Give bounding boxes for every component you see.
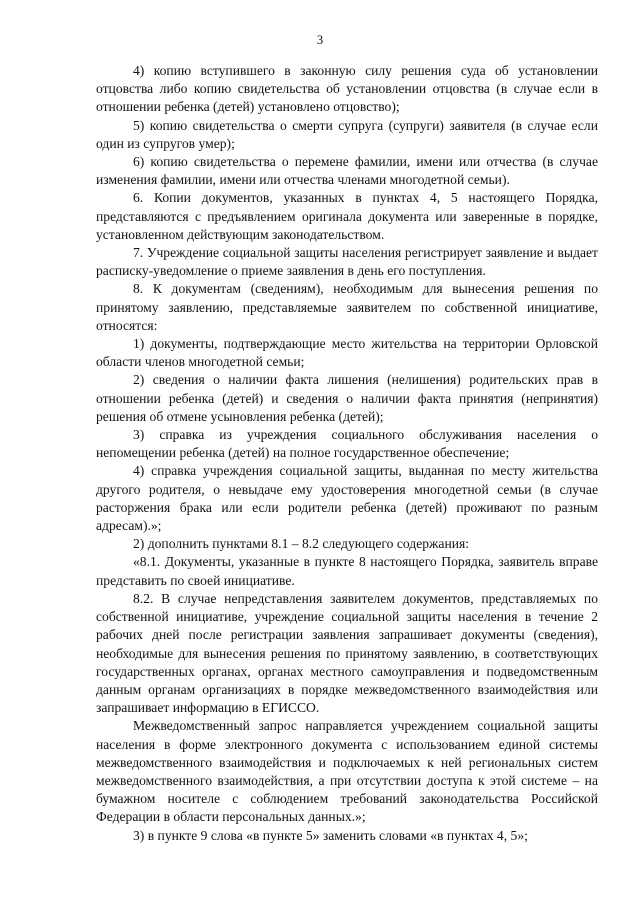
paragraph-clause-8-2: 8.2. В случае непредставления заявителем документов, представляемых по собственной инициативе, учреждение социальной защиты населения в течение 2 рабочих дней после регистрации заявления запрашивает документы (сведения), необходимые для вынесения решения по принятому заявлению, в соответствующих государственных органах, органах местного самоуправления и подведомственным данным органам организациях в порядке межведомственного взаимодействия или запрашивает информацию в ЕГИССО. <box>96 590 598 716</box>
paragraph-item-5: 5) копию свидетельства о смерти супруга (супруги) заявителя (в случае если один из супругов умер); <box>96 117 598 151</box>
paragraph-item-6: 6) копию свидетельства о перемене фамилии, имени или отчества (в случае изменения фамилии, имени или отчества членами многодетной семьи). <box>96 154 598 188</box>
paragraph-clause-8: 8. К документам (сведениям), необходимым для вынесения решения по принятому заявлению, представляемые заявителем по собственной инициативе, относятся: <box>96 281 598 333</box>
paragraph-amendment-2: 2) дополнить пунктами 8.1 – 8.2 следующего содержания: <box>133 536 470 552</box>
paragraph-clause-8-item-1: 1) документы, подтверждающие место жительства на территории Орловской области членов многодетной семьи; <box>96 336 598 370</box>
paragraph-amendment-3: 3) в пункте 9 слова «в пункте 5» заменить словами «в пунктах 4, 5»; <box>133 827 528 843</box>
paragraph-interagency-request: Межведомственный запрос направляется учреждением социальной защиты населения в форме электронного документа с использованием единой системы межведомственного взаимодействия и подключаемых к ней региональных систем межведомственного взаимодействия, а при отсутствии доступа к этой системе – на бумажном носителе с соблюдением требований законодательства Российской Федерации в области персональных данных.»; <box>96 718 598 825</box>
paragraph-item-4: 4) копию вступившего в законную силу решения суда об установлении отцовства либо копию свидетельства об установлении отцовства (в случае если в отношении ребенка (детей) установлено отцовство); <box>96 63 598 115</box>
paragraph-clause-8-1: «8.1. Документы, указанные в пункте 8 настоящего Порядка, заявитель вправе представить по своей инициативе. <box>96 554 598 588</box>
document-body <box>96 62 598 845</box>
paragraph-clause-8-item-3: 3) справка из учреждения социального обслуживания населения о непомещении ребенка (детей) на полное государственное обеспечение; <box>96 427 598 461</box>
paragraph-clause-7: 7. Учреждение социальной защиты населения регистрирует заявление и выдает расписку-уведомление о приеме заявления в день его поступления. <box>96 245 598 279</box>
paragraph-clause-8-item-2: 2) сведения о наличии факта лишения (нелишения) родительских прав в отношении ребенка (детей) и сведения о наличии факта принятия (непринятия) решения об отмене усыновления ребенка (детей); <box>96 372 598 424</box>
paragraph-clause-8-item-4: 4) справка учреждения социальной защиты, выданная по месту жительства другого родителя, о невыдаче ему удостоверения многодетной семьи (в случае расторжения брака или если родители ребенка (детей) проживают по разным адресам).»; <box>96 463 598 534</box>
paragraph-clause-6: 6. Копии документов, указанных в пунктах 4, 5 настоящего Порядка, представляются с предъявлением оригинала документа или заверенные в порядке, установленном действующим законодательством. <box>96 190 598 242</box>
page-number: 3 <box>316 33 324 47</box>
